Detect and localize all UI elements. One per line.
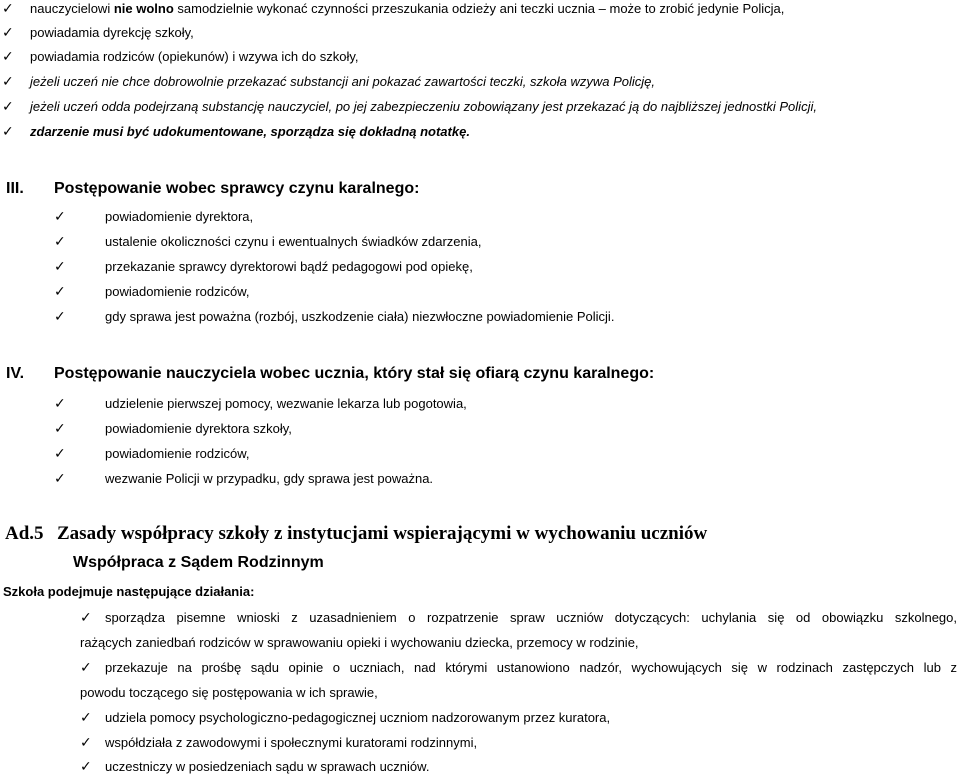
top-line-6: zdarzenie musi być udokumentowane, sporządza się dokładną notatkę. (30, 124, 470, 139)
top-line-5: jeżeli uczeń odda podejrzaną substancję nauczyciel, po jej zabezpieczeniu zobowiązany jest przekazać ją do najbliższej jednostki Policji, (30, 99, 817, 114)
ad5-title: Zasady współpracy szkoły z instytucjami wspierającymi w wychowaniu uczniów (57, 523, 708, 544)
check-icon: ✓ (2, 49, 14, 65)
ad5-item-2-line-2: powodu toczącego się postępowania w ich sprawie, (80, 685, 378, 700)
section-4-item: wezwanie Policji w przypadku, gdy sprawa jest poważna. (105, 471, 434, 486)
section-3-item: powiadomienie dyrektora, (105, 209, 254, 224)
check-icon: ✓ (54, 396, 66, 412)
check-icon: ✓ (54, 284, 66, 300)
check-icon: ✓ (2, 1, 14, 17)
ad5-item-3: udziela pomocy psychologiczno-pedagogicznej uczniom nadzorowanym przez kuratora, (105, 710, 611, 725)
ad5-item-5: uczestniczy w posiedzeniach sądu w sprawach uczniów. (105, 759, 430, 774)
check-icon: ✓ (2, 99, 14, 115)
top-line-1 (30, 1, 784, 16)
check-icon: ✓ (54, 209, 66, 225)
check-icon: ✓ (2, 74, 14, 90)
check-icon: ✓ (2, 124, 14, 140)
section-4-item: powiadomienie rodziców, (105, 446, 250, 461)
check-icon: ✓ (54, 259, 66, 275)
ad5-lead: Szkoła podejmuje następujące działania: (3, 584, 255, 599)
section-3-title: Postępowanie wobec sprawcy czynu karalnego: (54, 180, 420, 197)
check-icon: ✓ (54, 446, 66, 462)
check-icon: ✓ (80, 710, 92, 726)
emphasis: nie wolno (113, 1, 174, 16)
top-line-3: powiadamia rodziców (opiekunów) i wzywa ich do szkoły, (30, 49, 359, 64)
section-3-item: gdy sprawa jest poważna (rozbój, uszkodzenie ciała) niezwłoczne powiadomienie Policji. (105, 309, 615, 324)
check-icon: ✓ (80, 759, 92, 775)
section-4-item: powiadomienie dyrektora szkoły, (105, 421, 292, 436)
ad5-subtitle: Współpraca z Sądem Rodzinnym (73, 554, 324, 571)
text: samodzielnie wykonać czynności przeszukania odzieży ani teczki ucznia – może to zrobić jedynie Policja, (173, 1, 785, 16)
ad5-item-2-line-1: przekazuje na prośbę sądu opinie o uczniach, nad którymi ustanowiono nadzór, wychowujących się w rodzinach zastępczych lub z (105, 660, 957, 675)
check-icon: ✓ (54, 309, 66, 325)
section-3-item: przekazanie sprawcy dyrektorowi bądź pedagogowi pod opiekę, (105, 259, 473, 274)
check-icon: ✓ (54, 234, 66, 250)
section-3-item: powiadomienie rodziców, (105, 284, 250, 299)
section-4-title: Postępowanie nauczyciela wobec ucznia, który stał się ofiarą czynu karalnego: (54, 365, 655, 382)
ad5-item-4: współdziała z zawodowymi i społecznymi kuratorami rodzinnymi, (105, 735, 478, 750)
ad5-number: Ad.5 (5, 523, 44, 544)
section-3-item: ustalenie okoliczności czynu i ewentualnych świadków zdarzenia, (105, 234, 482, 249)
check-icon: ✓ (54, 471, 66, 487)
check-icon: ✓ (54, 421, 66, 437)
section-3-number: III. (6, 180, 24, 197)
text: nauczycielowi (30, 1, 114, 16)
ad5-item-1-line-1: sporządza pisemne wnioski z uzasadnieniem o rozpatrzenie spraw uczniów dotyczących: uchylania się od obowiązku szkolnego, (105, 610, 957, 625)
ad5-item-1-line-2: rażących zaniedbań rodziców w sprawowaniu opieki i wychowaniu dziecka, przemocy w rodzinie, (80, 635, 639, 650)
section-4-number: IV. (6, 365, 25, 382)
top-line-2: powiadamia dyrekcję szkoły, (30, 25, 194, 40)
check-icon: ✓ (80, 610, 92, 626)
check-icon: ✓ (80, 660, 92, 676)
top-line-4: jeżeli uczeń nie chce dobrowolnie przekazać substancji ani pokazać zawartości teczki, szkoła wzywa Policję, (30, 74, 656, 89)
check-icon: ✓ (80, 735, 92, 751)
section-4-item: udzielenie pierwszej pomocy, wezwanie lekarza lub pogotowia, (105, 396, 467, 411)
check-icon: ✓ (2, 25, 14, 41)
